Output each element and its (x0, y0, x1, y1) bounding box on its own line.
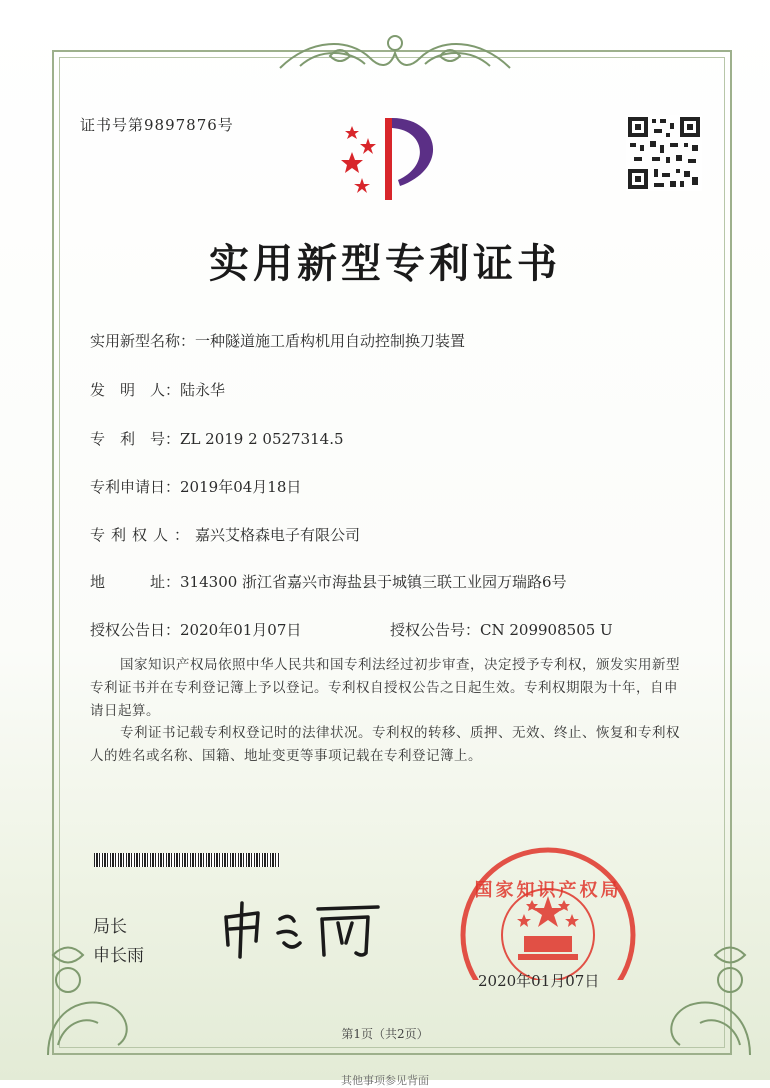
patent-number-row (90, 428, 344, 449)
handwritten-signature (218, 895, 388, 960)
utility-model-name-label: 实用新型名称： (90, 332, 196, 350)
certificate-statement-paragraph-1: 国家知识产权局依照中华人民共和国专利法经过初步审查，决定授予专利权，颁发实用新型专利证书并在专利登记簿上予以登记。专利权自授权公告之日起生效。专利权期限为十年，自申请日起算。 (90, 657, 680, 719)
grant-number-row (390, 619, 613, 640)
filing-date-value: 2019年04月18日 (180, 478, 302, 496)
seal-text: 国家知识产权局 (474, 880, 622, 901)
top-ornament (270, 28, 520, 78)
grant-date-row (90, 619, 301, 640)
patent-number-label: 专 利 号： (90, 430, 181, 448)
address-row (90, 571, 567, 592)
grant-date-label: 授权公告日： (90, 621, 181, 639)
inventor-value: 陆永华 (180, 381, 226, 399)
director-title: 局长 (93, 917, 127, 937)
director-name: 申长雨 (93, 946, 144, 966)
grant-number-value: CN 209908505 U (480, 621, 613, 639)
certificate-number: 证书号第9897876号 (80, 116, 234, 134)
patent-number-value: ZL 2019 2 0527314.5 (180, 430, 344, 448)
filing-date-row (90, 476, 301, 497)
inventor-row (90, 379, 225, 400)
qr-code (626, 115, 702, 191)
inventor-label: 发 明 人： (90, 381, 181, 399)
grant-number-label: 授权公告号： (390, 621, 481, 639)
barcode (94, 853, 280, 867)
patentee-value: 嘉兴艾格森电子有限公司 (195, 526, 361, 544)
certificate-statement-paragraph-2: 专利证书记载专利权登记时的法律状况。专利权的转移、质押、无效、终止、恢复和专利权人的姓名或名称、国籍、地址变更等事项记载在专利登记簿上。 (90, 725, 680, 764)
patentee-row (90, 524, 360, 545)
grant-date-value: 2020年01月07日 (180, 621, 302, 639)
seal-date: 2020年01月07日 (478, 972, 600, 990)
back-note: 其他事项参见背面 (341, 1074, 429, 1087)
address-label: 地 址： (90, 573, 181, 591)
filing-date-label: 专利申请日： (90, 478, 181, 496)
certificate-title: 实用新型专利证书 (209, 240, 561, 287)
page-indicator: 第1页（共2页） (341, 1027, 429, 1041)
address-value: 314300 浙江省嘉兴市海盐县于城镇三联工业园万瑞路6号 (180, 573, 567, 591)
official-seal-text (458, 836, 638, 916)
patentee-label: 专利权人： (90, 526, 196, 544)
utility-model-name-value: 一种隧道施工盾构机用自动控制换刀装置 (195, 332, 466, 350)
patent-office-logo-icon (330, 108, 460, 203)
utility-model-name-row (90, 330, 465, 351)
bottom-right-ornament (650, 935, 760, 1065)
